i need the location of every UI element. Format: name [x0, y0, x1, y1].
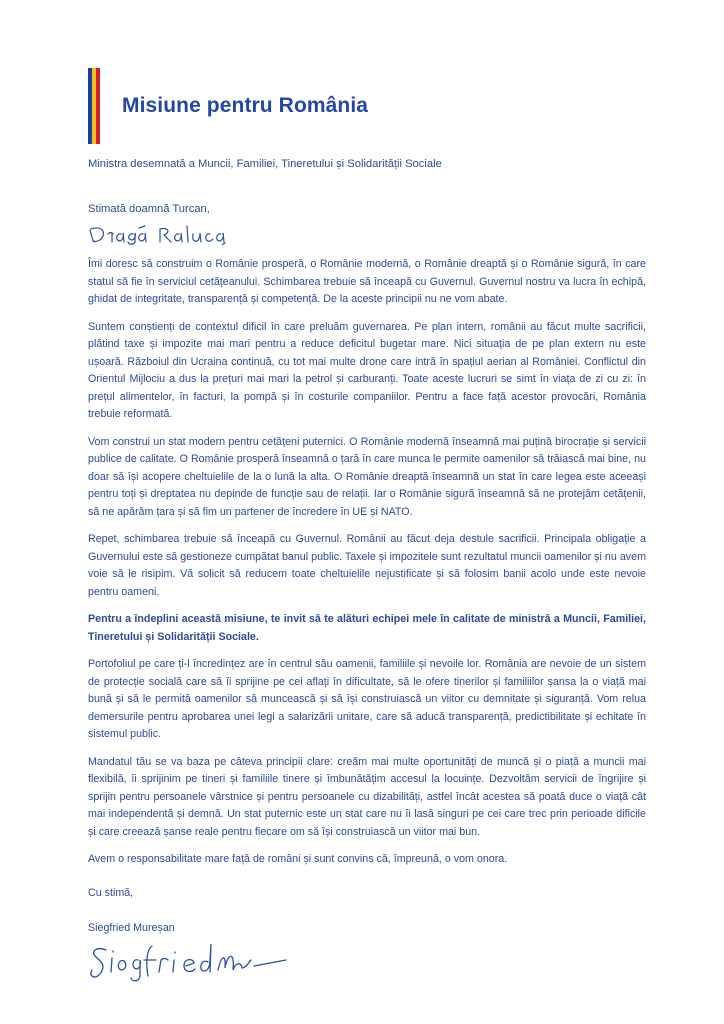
- paragraph-8: Avem o responsabilitate mare față de români și sunt convins că, împreună, o vom onora.: [88, 853, 508, 865]
- signer-name: Siegfried Mureșan: [88, 922, 175, 934]
- paragraph-invitation: Pentru a îndeplini această misiune, te invit să te alături echipei mele în calitate de ministră a Muncii, Familiei, Tineretului și Solidarității Sociale.: [88, 613, 646, 643]
- paragraph-4: Repet, schimbarea trebuie să înceapă cu Guvernul. Românii au făcut deja destule sacrificii. Principala obligație a Guvernului este să gestioneze cumpătat banul public. Taxele și impozitele sunt rezultatul muncii oamenilor și nu avem voie să le risipim. Vă solicit să reducem toate cheltuielile nejustificate și să folosim banii acolo unde este nevoie pentru oameni.: [88, 533, 646, 598]
- paragraph-3: Vom construi un stat modern pentru cetățeni puternici. O Românie modernă înseamnă mai puțină birocrație și servicii publice de calitate. O Românie prosperă înseamnă o țară în care munca le permite oamenilor să trăiască mai bine, nu doar să își acopere cheltuielile de la o lună la alta. O Românie dreaptă înseamnă un stat în care legea este aceeași pentru toți și dreptatea nu depinde de funcție sau de relații. Iar o Românie sigură înseamnă să ne protejăm cetățenii, să ne apărăm țara și să fim un partener de încredere în UE și NATO.: [88, 435, 646, 518]
- paragraph-7: Mandatul tău se va baza pe câteva principii clare: creăm mai multe oportunități de muncă și o piață a muncii mai flexibilă, îi sprijinim pe tineri și familiile tinere și îmbunătățim accesul la locuințe. Dezvoltăm servicii de îngrijire și sprijin pentru persoanele vârstnice și pentru persoanele cu dizabilități, astfel încât acestea să poată duce o viață cât mai independentă și demnă. Un stat puternic este un stat care nu îi lasă singuri pe cei care trec prin perioade dificile și care creează șanse reale pentru fiecare om să își construiască un viitor mai bun.: [88, 755, 646, 838]
- flag-stripe-red: [96, 68, 100, 144]
- paragraph-1: Îmi doresc să construim o Românie prosperă, o Românie modernă, o Românie dreaptă și o Românie sigură, în care statul să fie în serviciul cetățeanului. Schimbarea trebuie să înceapă cu Guvernul. Guvernul nostru va lucra în echipă, ghidat de integritate, transparență și competență. De la aceste principii nu ne vom abate.: [88, 258, 646, 305]
- handwritten-signature: [86, 936, 296, 986]
- closing: Cu stimă,: [88, 887, 134, 899]
- handwritten-greeting: [88, 221, 228, 245]
- letter-body: [88, 256, 646, 879]
- letterhead-title: Misiune pentru România: [122, 94, 369, 117]
- recipient-title: Ministra desemnată a Muncii, Familiei, Tineretului și Solidarității Sociale: [88, 158, 442, 170]
- romanian-flag-logo: [88, 68, 100, 144]
- paragraph-2: Suntem conștienți de contextul dificil în care preluăm guvernarea. Pe plan intern, românii au făcut multe sacrificii, plătind taxe și impozite mai mari pentru a reduce deficitul bugetar mare. Nici situația de pe plan extern nu este ușoară. Războiul din Ucraina continuă, cu tot mai multe drone care intră în spațiul aerian al României. Conflictul din Orientul Mijlociu a dus la prețuri mai mari la petrol și carburanți. Toate aceste lucruri se simt în viața de zi cu zi: în prețul alimentelor, în facturi, la pompă și în costurile companiilor. Pentru a face față acestor provocări, România trebuie reformată.: [88, 320, 646, 420]
- salutation: Stimată doamnă Turcan,: [88, 203, 210, 215]
- paragraph-6: Portofoliul pe care ți-l încredințez are în centrul său oamenii, familiile și nevoile lor. România are nevoie de un sistem de protecție socială care să îi sprijine pe cei aflați în dificultate, să le ofere tinerilor și familiilor șansa la o viață mai bună și să le permită oamenilor să muncească și să își construiască un viitor cu demnitate și siguranță. Vom relua demersurile pentru aprobarea unei legi a salarizării unitare, care să aducă transparență, predictibilitate și echitate în sistemul public.: [88, 658, 646, 740]
